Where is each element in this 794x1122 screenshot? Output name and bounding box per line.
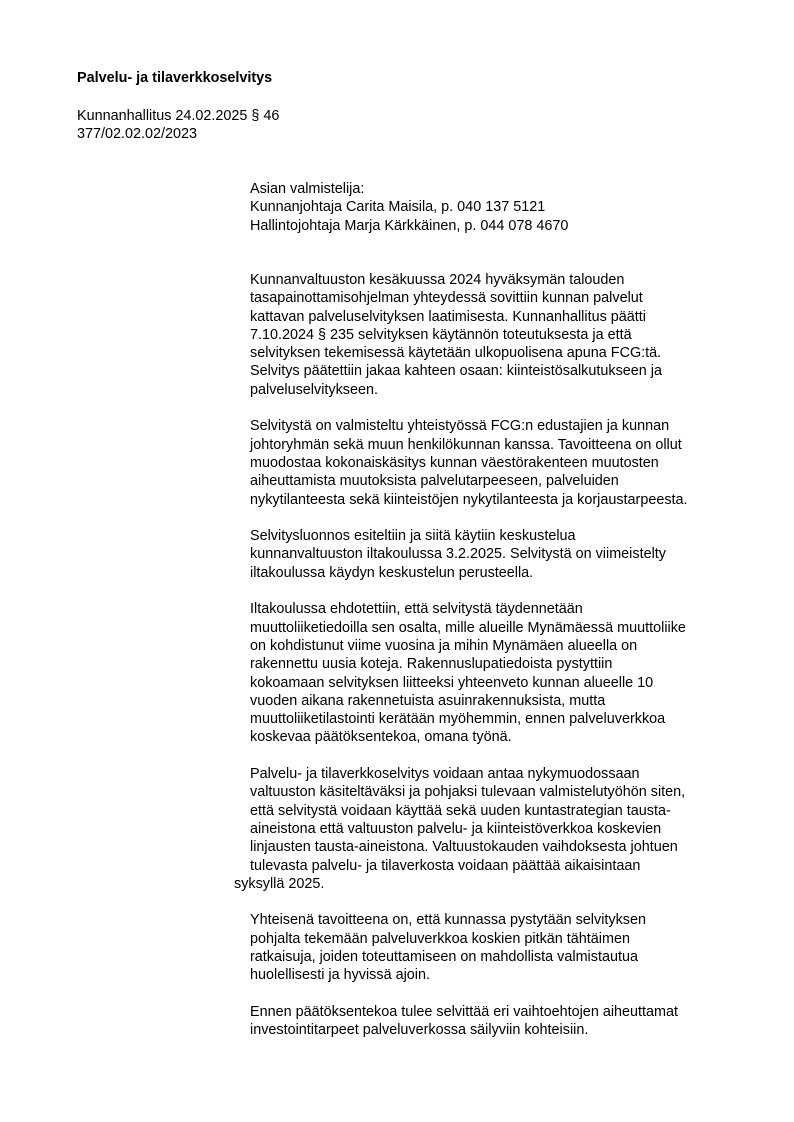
text-line: ratkaisuja, joiden toteuttamiseen on mahdollista valmistautua [250,948,638,965]
text-line: kunnanvaltuuston iltakoulussa 3.2.2025. Selvitystä on viimeistelty [250,546,666,563]
text-line: tasapainottamisohjelman yhteydessä sovittiin kunnan palvelut [250,290,643,307]
text-line: Palvelu- ja tilaverkkoselvitys voidaan antaa nykymuodossaan [250,766,640,783]
text-line: Kunnanvaltuuston kesäkuussa 2024 hyväksymän talouden [250,272,625,288]
preparer-heading: Asian valmistelija: [250,181,365,197]
preparer-line: Kunnanjohtaja Carita Maisila, p. 040 137 5121 [250,199,546,216]
text-line: aineistona että valtuuston palvelu- ja kiinteistöverkkoa koskevien [250,820,662,837]
text-line: että selvitystä voidaan käyttää sekä uuden kuntastrategian tausta- [250,802,671,819]
text-line: kokoamaan selvityksen liitteeksi yhteenveto kunnan alueelle 10 [250,674,654,691]
text-line: linjausten tausta-aineistona. Valtuustokauden vaihdoksesta johtuen [250,839,678,856]
text-line: huolellisesti ja hyvissä ajoin. [250,967,430,984]
text-line: tulevasta palvelu- ja tilaverkosta voidaan päättää aikaisintaan [250,857,641,874]
text-line: selvityksen tekemisessä käytetään ulkopuolisena apuna FCG:tä. [250,345,662,362]
text-line: Ennen päätöksentekoa tulee selvittää eri vaihtoehtojen aiheuttamat [250,1003,679,1020]
text-line: Yhteisenä tavoitteena on, että kunnassa pystytään selvityksen [250,912,646,929]
text-line: Iltakoulussa ehdotettiin, että selvitystä täydennetään [250,601,583,618]
preparer-block [250,180,568,235]
meeting-info [77,107,279,144]
text-line: palveluselvitykseen. [250,381,378,398]
text-line: Selvitystä on valmisteltu yhteistyössä FCG:n edustajien ja kunnan [250,418,670,435]
text-line: muodostaa kokonaiskäsitys kunnan väestörakenteen muutosten [250,454,659,471]
paragraph [250,417,740,508]
paragraph [250,527,740,582]
text-line: rakennettu uusia koteja. Rakennuslupatiedoista pystyttiin [250,656,613,673]
text-line: koskevaa päätöksentekoa, omana työnä. [250,729,512,746]
text-line: syksyllä 2025. [234,875,325,892]
paragraph [250,1003,740,1040]
paragraph [250,600,740,746]
text-line: iltakoulussa käydyn keskustelun perusteella. [250,564,534,581]
preparer-line: Hallintojohtaja Marja Kärkkäinen, p. 044 078 4670 [250,217,569,234]
text-line: johtoryhmän sekä muun henkilökunnan kanssa. Tavoitteena on ollut [250,436,682,453]
text-line: Selvitysluonnos esiteltiin ja siitä käytiin keskustelua [250,528,576,545]
text-line: investointitarpeet palveluverkossa säilyviin kohteisiin. [250,1022,589,1039]
text-line: kattavan palveluselvityksen laatimisesta. Kunnanhallitus päätti [250,308,646,325]
text-line: pohjalta tekemään palveluverkkoa koskien pitkän tähtäimen [250,930,630,947]
text-line: on kohdistunut viime vuosina ja mihin Mynämäen alueella on [250,637,638,654]
record-number: 377/02.02.02/2023 [77,126,198,143]
text-line: aiheuttamista muutoksista palvelutarpeeseen, palveluiden [250,473,619,490]
text-line: nykytilanteesta sekä kiinteistöjen nykytilanteesta ja korjaustarpeesta. [250,491,688,508]
paragraph [234,765,740,893]
text-line: Selvitys päätettiin jakaa kahteen osaan: kiinteistösalkutukseen ja [250,363,662,380]
text-line: muuttoliiketilastointi kerätään myöhemmin, ennen palveluverkkoa [250,711,666,728]
document-title: Palvelu- ja tilaverkkoselvitys [77,70,273,86]
document-body [234,271,740,1058]
text-line: vuoden aikana rakennetuista asuinrakennuksista, mutta [250,692,606,709]
paragraph [250,271,740,399]
text-line: muuttoliiketiedoilla sen osalta, mille alueille Mynämäessä muuttoliike [250,619,686,636]
text-line: 7.10.2024 § 235 selvityksen käytännön toteutuksesta ja että [250,326,632,343]
paragraph [250,911,740,984]
meeting-reference: Kunnanhallitus 24.02.2025 § 46 [77,108,280,124]
text-line: valtuuston käsiteltäväksi ja pohjaksi tulevaan valmistelutyöhön siten, [250,784,686,801]
